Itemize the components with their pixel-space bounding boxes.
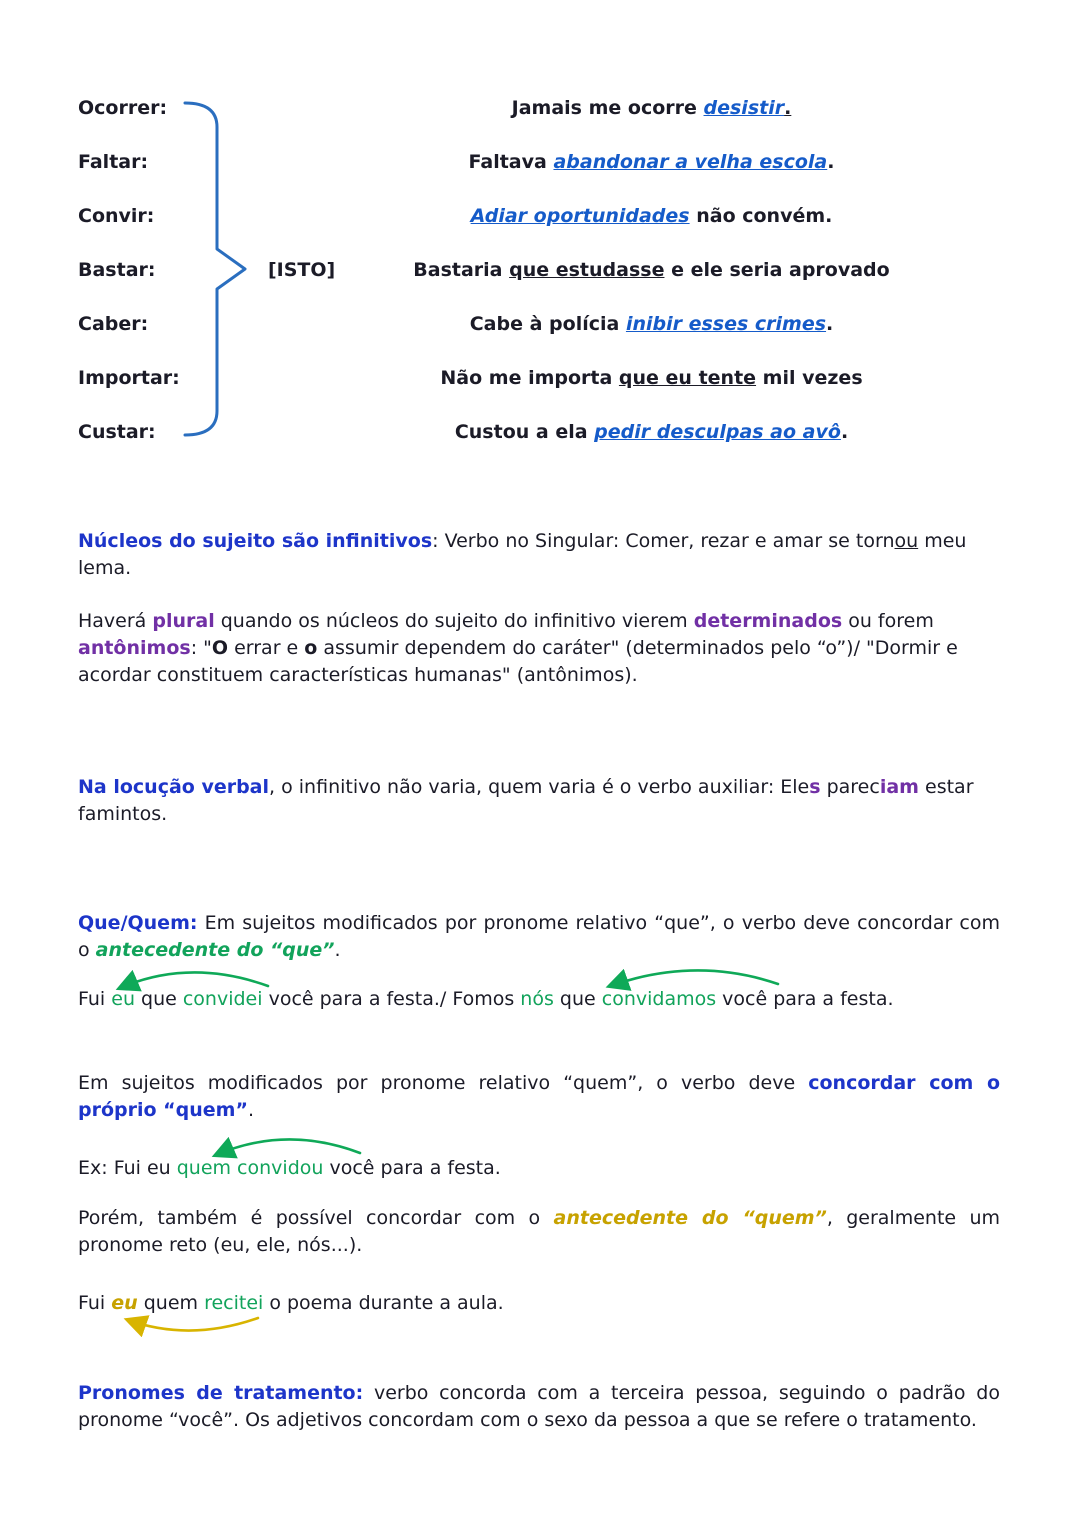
text-run: estar famintos. [78, 776, 980, 825]
verb-label: Caber: [78, 313, 149, 335]
verb-example [303, 419, 1000, 473]
verb-label: Ocorrer: [78, 97, 168, 119]
text-run: inibir esses crimes [625, 313, 827, 335]
text-run: abandonar a velha escola [553, 151, 828, 173]
text-run: Que/Quem: [78, 912, 198, 934]
text-run: Em sujeitos modificados por pronome relativo “que”, o verbo deve concordar com o [78, 912, 1007, 961]
text-run: Não me importa [440, 367, 619, 389]
text-run: e ele seria aprovado [664, 259, 890, 281]
text-run: que [553, 988, 602, 1010]
concord-arrow-eu-recitei [78, 1312, 1000, 1346]
text-run: , geralmente um pronome reto (eu, ele, nós...). [78, 1207, 1007, 1256]
paragraph-pronomes-tratamento [78, 1380, 1007, 1434]
text-run: que eu tente [618, 367, 757, 389]
verb-example [303, 95, 1000, 149]
text-run: Porém, também é possível concordar com o [78, 1207, 554, 1229]
paragraph-havera-plural [78, 608, 1000, 689]
text-run: convidei [182, 988, 263, 1010]
text-run: . [840, 421, 849, 443]
text-run: . [784, 97, 792, 119]
verb-group-bracket [183, 99, 255, 439]
text-run: quem [137, 1292, 205, 1314]
text-run: convidamos [601, 988, 717, 1010]
verb-label: Importar: [78, 367, 180, 389]
text-run: . [826, 313, 834, 335]
example-quem-convidou [78, 1155, 1000, 1182]
text-run: Em sujeitos modificados por pronome relativo “quem”, o verbo deve [78, 1072, 809, 1094]
text-run: verbo concorda com a terceira pessoa, seguindo o padrão do pronome “você”. Os adjetivos concordam com o sexo da pessoa a que se refere o tratamento. [78, 1382, 1007, 1431]
text-run: quem convidou [176, 1157, 324, 1179]
text-run: não convém. [689, 205, 833, 227]
text-run: meu lema. [78, 530, 973, 579]
text-run: antecedente do “que” [95, 939, 335, 961]
text-run: que estudasse [509, 259, 665, 281]
verb-example [303, 203, 1000, 257]
text-run: pedir desculpas ao avô [594, 421, 841, 443]
text-run: ou forem [842, 610, 940, 632]
verb-example [303, 149, 1000, 203]
impersonal-verbs-section [0, 0, 1080, 473]
text-run: eu [111, 1292, 138, 1314]
text-run: Jamais me ocorre [511, 97, 704, 119]
text-run: você para a festa./ Fomos [262, 988, 521, 1010]
text-run: errar e [228, 637, 305, 659]
text-run: determinados [693, 610, 843, 632]
text-run: . [827, 151, 835, 173]
paragraph-locucao-verbal [78, 774, 1000, 828]
text-run: mil vezes [756, 367, 863, 389]
paragraph-quem-concordancia [78, 1070, 1007, 1124]
text-run: eu [111, 988, 135, 1010]
text-run: , o infinitivo não varia, quem varia é o verbo auxiliar: Ele [269, 776, 810, 798]
text-run: s [809, 776, 821, 798]
text-run: Na locução verbal [78, 776, 270, 798]
text-run: iam [879, 776, 919, 798]
text-run: você para a festa. [716, 988, 894, 1010]
text-run: : Verbo no Singular: Comer, rezar e amar se torn [432, 530, 895, 552]
verb-label: Bastar: [78, 259, 156, 281]
text-run: você para a festa. [323, 1157, 501, 1179]
text-run: antônimos [78, 637, 191, 659]
text-run: . [334, 939, 341, 961]
text-run: o [304, 637, 318, 659]
text-run: Bastaria [413, 259, 510, 281]
paragraph-antecedente-quem [78, 1205, 1007, 1259]
example-que-concordancia [78, 986, 1000, 1013]
notes-content [0, 528, 1080, 1434]
verb-label: Custar: [78, 421, 156, 443]
verb-label: Faltar: [78, 151, 149, 173]
text-run: o poema durante a aula. [263, 1292, 504, 1314]
paragraph-nucleos-infinitivos [78, 528, 1000, 582]
text-run: desistir [703, 97, 785, 119]
text-run: Adiar oportunidades [470, 205, 690, 227]
text-run: assumir dependem do caráter" (determinados pelo “o”)/ "Dormir e acordar constituem características humanas" (antônimos). [78, 637, 964, 686]
text-run: Cabe à polícia [469, 313, 626, 335]
text-run: : " [190, 637, 212, 659]
text-run: Fui [78, 1292, 112, 1314]
text-run: Fui [78, 988, 112, 1010]
text-run: antecedente do “quem” [553, 1207, 827, 1229]
text-run: Pronomes de tratamento: [78, 1382, 364, 1404]
text-run: nós [520, 988, 554, 1010]
text-run: quando os núcleos do sujeito do infinitivo vierem [214, 610, 694, 632]
text-run: Haverá [78, 610, 153, 632]
isto-label: [ISTO] [268, 259, 336, 281]
text-run: Custou a ela [454, 421, 595, 443]
paragraph-que-quem [78, 910, 1007, 964]
text-run: Núcleos do sujeito são infinitivos [78, 530, 433, 552]
text-run: O [211, 637, 229, 659]
verb-label: Convir: [78, 205, 155, 227]
example-quem-recitei [78, 1290, 1000, 1317]
verb-example [303, 311, 1000, 365]
verb-example [303, 257, 1000, 311]
text-run: recitei [204, 1292, 264, 1314]
text-run: concordar com o próprio “quem” [78, 1072, 1007, 1121]
text-run: . [247, 1099, 255, 1121]
text-run: Ex: Fui eu [78, 1157, 177, 1179]
text-run: que [134, 988, 183, 1010]
verb-example [303, 365, 1000, 419]
text-run: Faltava [468, 151, 554, 173]
text-run: parec [820, 776, 880, 798]
text-run: ou [894, 530, 919, 552]
text-run: plural [152, 610, 215, 632]
